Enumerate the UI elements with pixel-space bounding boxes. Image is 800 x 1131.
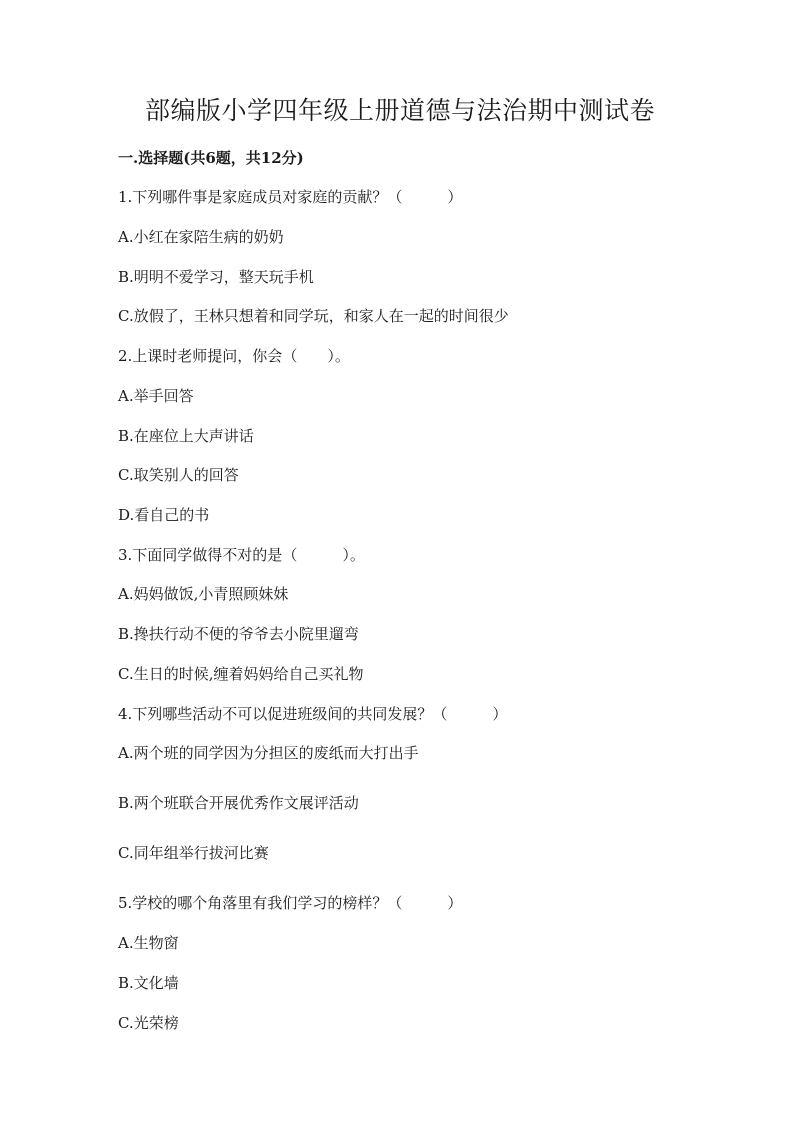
question-4-option-a: A.两个班的同学因为分担区的废纸而大打出手 bbox=[118, 744, 419, 762]
question-1-option-a: A.小红在家陪生病的奶奶 bbox=[118, 228, 284, 246]
question-2-option-b: B.在座位上大声讲话 bbox=[118, 427, 254, 445]
question-3-option-c: C.生日的时候,缠着妈妈给自己买礼物 bbox=[118, 665, 364, 683]
page-title: 部编版小学四年级上册道德与法治期中测试卷 bbox=[144, 96, 655, 125]
question-1-option-b: B.明明不爱学习，整天玩手机 bbox=[118, 268, 314, 286]
question-5-option-b: B.文化墙 bbox=[118, 974, 179, 992]
question-2-stem: 2.上课时老师提问，你会（ ）。 bbox=[118, 347, 350, 365]
question-4-option-b: B.两个班联合开展优秀作文展评活动 bbox=[118, 794, 359, 812]
question-5-option-a: A.生物窗 bbox=[118, 934, 179, 952]
section-header: 一.选择题(共6题，共12分) bbox=[118, 149, 304, 167]
question-5-option-c: C.光荣榜 bbox=[118, 1014, 179, 1032]
question-2-option-c: C.取笑别人的回答 bbox=[118, 466, 239, 484]
question-1-stem: 1.下列哪件事是家庭成员对家庭的贡献？（ ） bbox=[118, 188, 463, 206]
question-1-option-c: C.放假了，王林只想着和同学玩，和家人在一起的时间很少 bbox=[118, 307, 509, 325]
question-3-option-b: B.搀扶行动不便的爷爷去小院里遛弯 bbox=[118, 625, 359, 643]
question-2-option-d: D.看自己的书 bbox=[118, 506, 210, 524]
question-4-stem: 4.下列哪些活动不可以促进班级间的共同发展？（ ） bbox=[118, 705, 508, 723]
question-2-option-a: A.举手回答 bbox=[118, 387, 194, 405]
question-4-option-c: C.同年组举行拔河比赛 bbox=[118, 844, 269, 862]
question-5-stem: 5.学校的哪个角落里有我们学习的榜样？（ ） bbox=[118, 894, 463, 912]
question-3-option-a: A.妈妈做饭,小青照顾妹妹 bbox=[118, 585, 289, 603]
question-3-stem: 3.下面同学做得不对的是（ ）。 bbox=[118, 546, 365, 564]
